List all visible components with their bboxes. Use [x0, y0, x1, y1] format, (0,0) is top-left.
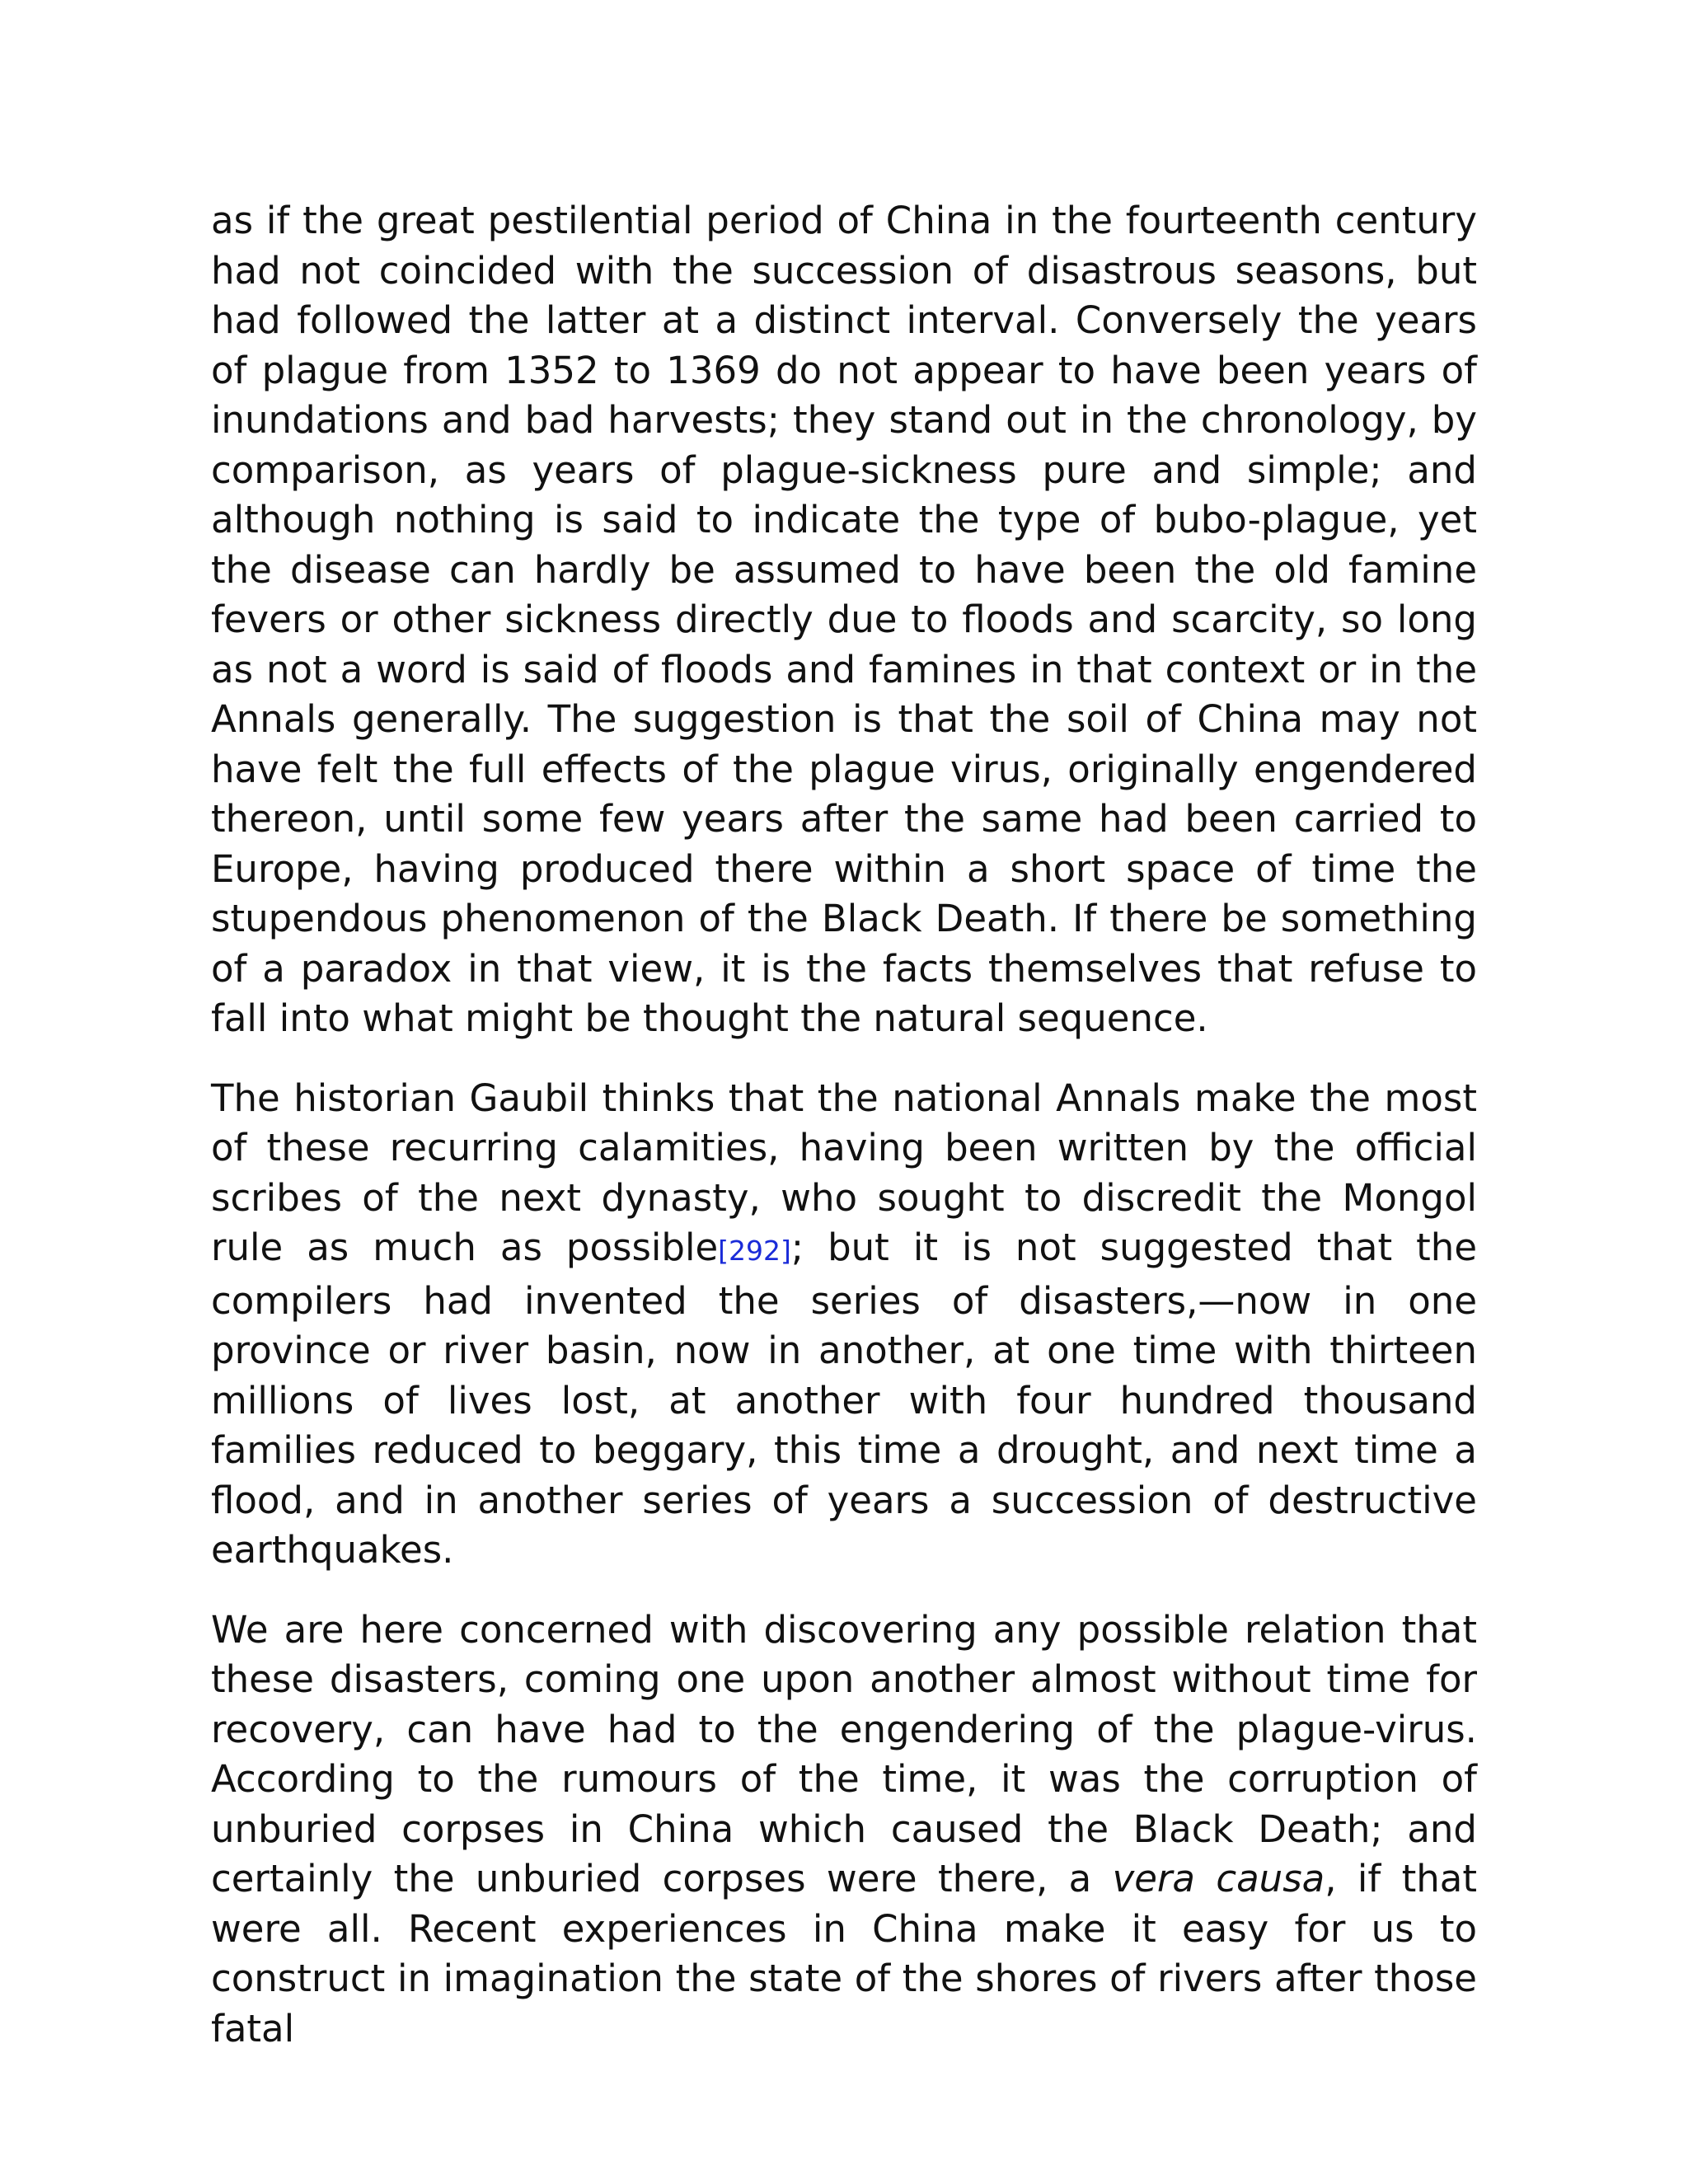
paragraph-3: [211, 1605, 1477, 2055]
paragraph-3-text-end: , if that were all. Recent experiences in China make it easy for us to construct in imagination the state of the shores of rivers after those fatal: [211, 1857, 1477, 2050]
footnote-link-292[interactable]: [292]: [718, 1235, 791, 1267]
paragraph-2-text-end: ; but it is not suggested that the compilers had invented the series of disasters,—now in one province or river basin, now in another, at one time with thirteen millions of lives lost, at another with four hundred thousand families reduced to beggary, this time a drought, and next time a flood, and in another series of years a succession of destructive earthquakes.: [211, 1226, 1478, 1572]
document-page: [211, 196, 1477, 2054]
paragraph-2-text-start: The historian Gaubil thinks that the national Annals make the most of these recurring calamities, having been written by the official scribes of the next dynasty, who sought to discredit the Mongol rule as much as possible: [211, 1076, 1477, 1269]
paragraph-3-text-start: We are here concerned with discovering any possible relation that these disasters, coming one upon another almost without time for recovery, can have had to the engendering of the plague-virus. According to the rumours of the time, it was the corruption of unburied corpses in China which caused the Black Death; and certainly the unburied corpses were there, a: [211, 1607, 1477, 1900]
paragraph-1-text: as if the great pestilential period of China in the fourteenth century had not coincided with the succession of disastrous seasons, but had followed the latter at a distinct interval. Conversely the years of plague from 1352 to 1369 do not appear to have been years of inundations and bad harvests; they stand out in the chronology, by comparison, as years of plague-sickness pure and simple; and although nothing is said to indicate the type of bubo-plague, yet the disease can hardly be assumed to have been the old famine fevers or other sickness directly due to floods and scarcity, so long as not a word is said of floods and famines in that context or in the Annals generally. The suggestion is that the soil of China may not have felt the full effects of the plague virus, originally engendered thereon, until some few years after the same had been carried to Europe, having produced there within a short space of time the stupendous phenomenon of the Black Death. If there be something of a paradox in that view, it is the facts themselves that refuse to fall into what might be thought the natural sequence.: [211, 199, 1477, 1040]
paragraph-1: [211, 196, 1477, 1044]
paragraph-2: [211, 1074, 1477, 1576]
italic-phrase: vera causa: [1112, 1857, 1325, 1900]
